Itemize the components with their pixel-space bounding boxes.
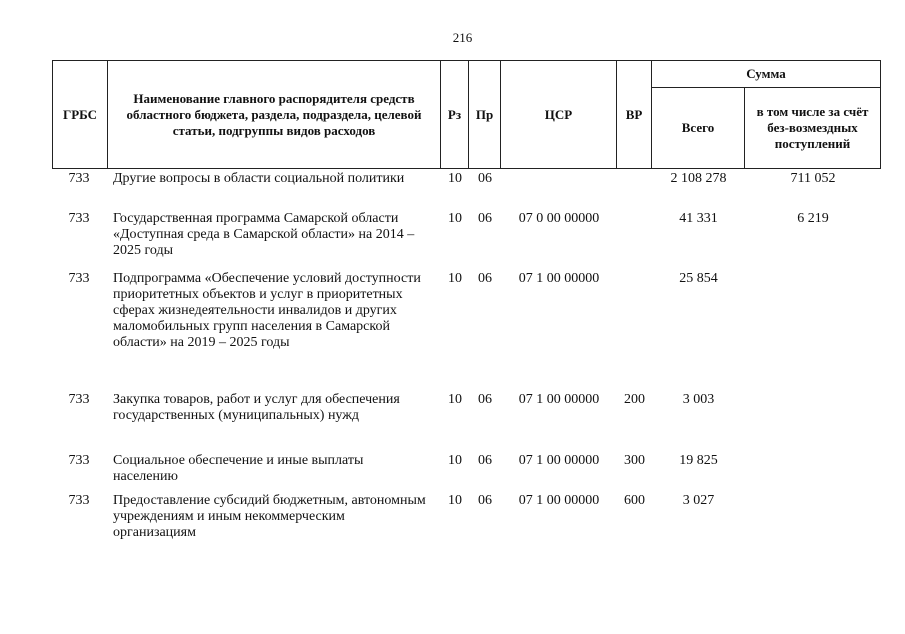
cell-pr: 06 [478, 392, 492, 407]
cell-vr: 600 [624, 493, 645, 508]
cell-csr: 07 0 00 00000 [518, 211, 600, 226]
cell-pr: 06 [478, 211, 492, 226]
cell-rz: 10 [448, 271, 462, 286]
cell-grbs: 733 [68, 392, 90, 407]
cell-grbs: 733 [68, 493, 90, 508]
cell-name: Предоставление субсидий бюджетным, автономным учреждениям и иным некоммерческим организациям [113, 493, 426, 540]
cell-pr: 06 [478, 493, 492, 508]
cell-csr: 07 1 00 00000 [518, 392, 600, 407]
table-row [52, 168, 881, 208]
cell-rz: 10 [448, 211, 462, 226]
table-row [52, 490, 881, 550]
cell-name: Государственная программа Самарской области «Доступная среда в Самарской области» на 2014 – 2025 годы [113, 211, 415, 258]
header-pr: Пр [469, 61, 501, 169]
table-row [52, 450, 881, 490]
header-grbs: ГРБС [53, 61, 108, 169]
table-row [52, 389, 881, 450]
cell-vr: 300 [624, 453, 645, 468]
cell-grbs: 733 [68, 271, 90, 286]
header-sum: Сумма [652, 61, 881, 88]
cell-grbs: 733 [68, 171, 90, 186]
cell-name: Социальное обеспечение и иные выплаты населению [113, 453, 364, 484]
cell-pr: 06 [478, 271, 492, 286]
table-body [52, 168, 881, 550]
cell-vr: 200 [624, 392, 645, 407]
header-name: Наименование главного распорядителя средств областного бюджета, раздела, подраздела, целевой статьи, подгруппы видов расходов [108, 61, 441, 169]
table-row [52, 208, 881, 268]
cell-csr: 07 1 00 00000 [518, 271, 600, 286]
cell-free: 711 052 [790, 171, 836, 186]
cell-grbs: 733 [68, 211, 90, 226]
cell-total: 19 825 [679, 453, 718, 468]
cell-total: 25 854 [679, 271, 718, 286]
table-row [52, 268, 881, 389]
header-rz: Рз [441, 61, 469, 169]
cell-csr: 07 1 00 00000 [518, 493, 600, 508]
table-header [52, 60, 881, 169]
cell-grbs: 733 [68, 453, 90, 468]
cell-name: Закупка товаров, работ и услуг для обеспечения государственных (муниципальных) нужд [113, 392, 400, 423]
cell-rz: 10 [448, 171, 462, 186]
cell-csr: 07 1 00 00000 [518, 453, 600, 468]
cell-total: 41 331 [679, 211, 718, 226]
page-number: 216 [452, 30, 473, 45]
cell-total: 3 003 [682, 392, 715, 407]
header-free: в том числе за счёт без-возмездных поступлений [745, 88, 881, 169]
cell-total: 3 027 [682, 493, 715, 508]
cell-pr: 06 [478, 171, 492, 186]
cell-total: 2 108 278 [670, 171, 727, 186]
cell-free: 6 219 [797, 211, 829, 226]
cell-rz: 10 [448, 493, 462, 508]
header-total: Всего [652, 88, 745, 169]
cell-name: Подпрограмма «Обеспечение условий доступности приоритетных объектов и услуг в приоритетных сферах жизнедеятельности инвалидов и других маломобильных групп населения в Самарской области» на 2019 – 2025 годы [113, 271, 421, 350]
cell-name: Другие вопросы в области социальной политики [113, 171, 405, 186]
cell-rz: 10 [448, 453, 462, 468]
cell-rz: 10 [448, 392, 462, 407]
header-csr: ЦСР [501, 61, 617, 169]
header-vr: ВР [617, 61, 652, 169]
cell-pr: 06 [478, 453, 492, 468]
